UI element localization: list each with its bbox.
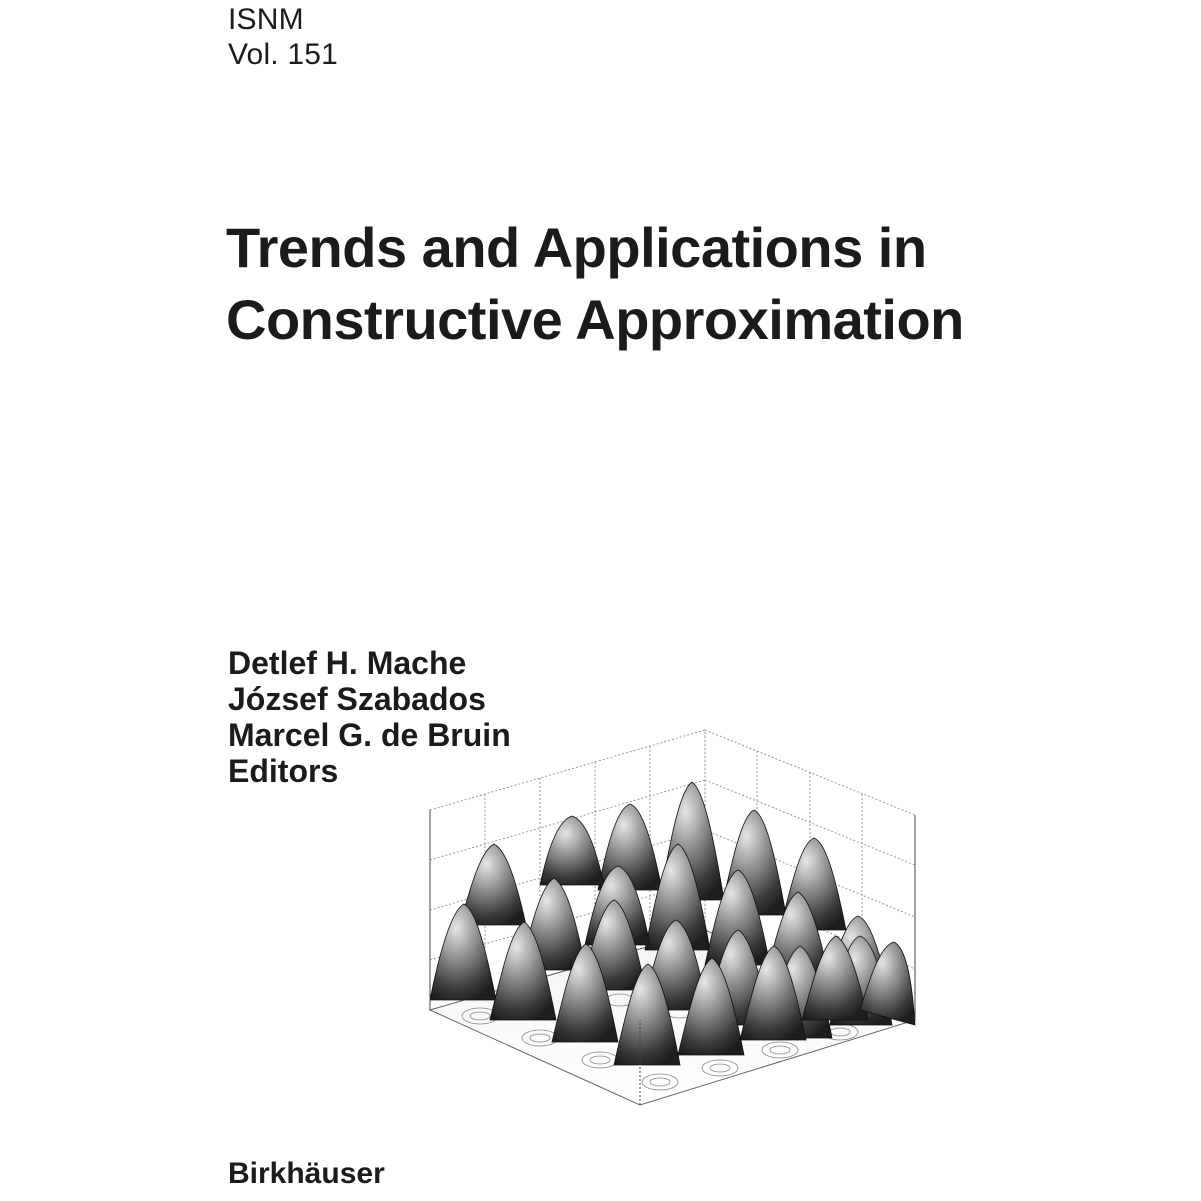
editor-name-1: Detlef H. Mache xyxy=(228,645,467,681)
editor-name-2: József Szabados xyxy=(228,681,486,717)
title-line-1: Trends and Applications in xyxy=(226,216,927,279)
surface-plot-illustration xyxy=(420,720,920,1120)
title-line-2: Constructive Approximation xyxy=(226,288,964,351)
series-info xyxy=(228,2,338,72)
editor-name-3: Marcel G. de Bruin xyxy=(228,717,511,753)
editors-role: Editors xyxy=(228,753,339,789)
publisher-name: Birkhäuser xyxy=(228,1157,385,1190)
series-name: ISNM xyxy=(228,3,304,36)
book-title xyxy=(226,212,964,356)
series-volume: Vol. 151 xyxy=(228,38,339,71)
